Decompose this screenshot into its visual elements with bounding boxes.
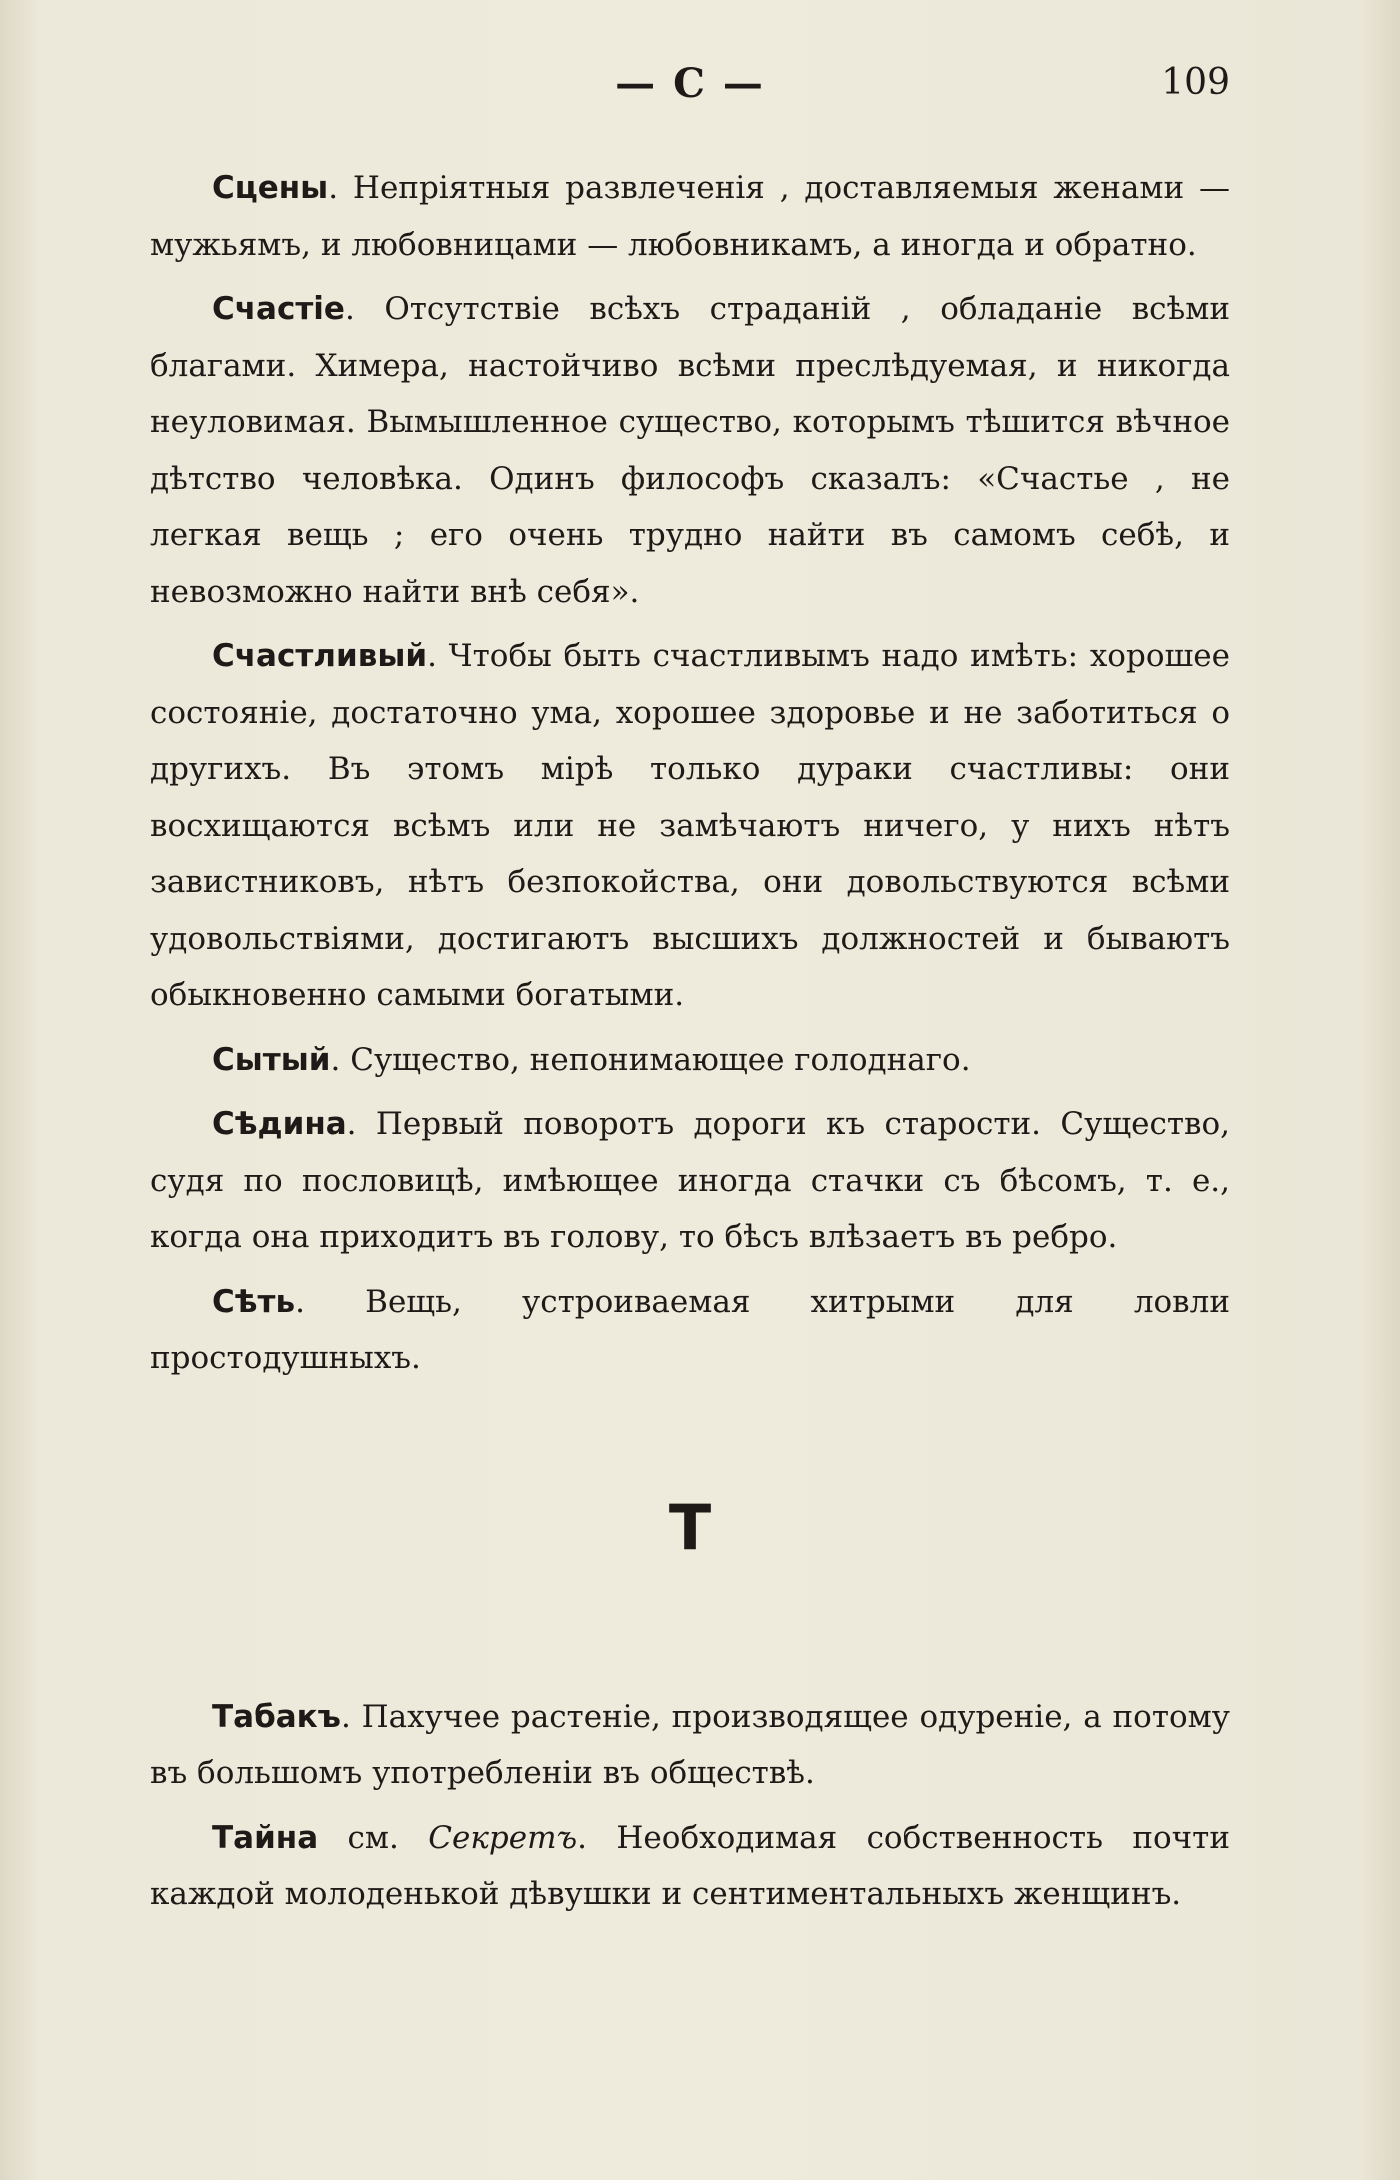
entry-definition: . Пахучее растеніе, производящее одуреніе, а потому въ большомъ употребленіи въ обществѣ. (150, 1698, 1230, 1791)
entry-term: Счастливый (212, 638, 428, 674)
dictionary-entry-schastlivyi (150, 628, 1230, 1024)
running-head: — С — (615, 60, 765, 107)
entry-definition: . Существо, непонимающее голоднаго. (330, 1041, 971, 1078)
entry-definition: . Непріятныя развлеченія , доставляемыя женами — мужьямъ, и любовницами — любовникамъ, а иногда и обратно. (150, 170, 1230, 263)
page-number: 109 (1161, 62, 1230, 103)
dictionary-entry-sedina (150, 1096, 1230, 1266)
entry-definition: . Отсутствіе всѣхъ страданій , обладаніе всѣми благами. Химера, настойчиво всѣми преслѣдуемая, и никогда неуловимая. Вымышленное существо, которымъ тѣшится вѣчное дѣтство человѣка. Одинъ философъ сказалъ: «Счастье , не легкая вещь ; его очень трудно найти въ самомъ себѣ, и невозможно найти внѣ себя». (150, 291, 1230, 610)
dictionary-entry-sytyi (150, 1032, 1230, 1089)
entry-term: Сѣть (212, 1283, 296, 1320)
section-letter-heading: Т (668, 1490, 712, 1564)
page-header (150, 60, 1230, 120)
entry-term: Табакъ (212, 1698, 341, 1735)
entry-term: Сѣдина (212, 1106, 347, 1142)
entry-term: Сытый (212, 1041, 331, 1078)
dictionary-entry-schastie (150, 281, 1230, 620)
cross-reference: Секретъ (428, 1819, 578, 1856)
dictionary-entry-set (150, 1274, 1230, 1387)
dictionary-entry-taina (150, 1810, 1230, 1923)
entry-definition: . Первый поворотъ дороги къ старости. Существо, судя по пословицѣ, имѣющее иногда стачки съ бѣсомъ, т. е., когда она приходитъ въ голову, то бѣсъ влѣзаетъ въ ребро. (150, 1106, 1230, 1255)
entry-term: Тайна (212, 1819, 319, 1856)
entry-definition: . Необходимая собственность почти каждой молоденькой дѣвушки и сентиментальныхъ женщинъ. (150, 1819, 1230, 1912)
dictionary-entry-stseny (150, 160, 1230, 273)
entry-definition: . Вещь, устроиваемая хитрыми для ловли простодушныхъ. (150, 1283, 1230, 1376)
see-also-prefix: см. (318, 1819, 429, 1856)
entry-term: Сцены (212, 170, 329, 206)
page-body (150, 160, 1230, 1931)
entry-definition: . Чтобы быть счастливымъ надо имѣть: хорошее состояніе, достаточно ума, хорошее здоровье и не заботиться о другихъ. Въ этомъ мірѣ только дураки счастливы: они восхищаются всѣмъ или не замѣчаютъ ничего, у нихъ нѣтъ завистниковъ, нѣтъ безпокойства, они довольствуются всѣми удовольствіями, достигаютъ высшихъ должностей и бываютъ обыкновенно самыми богатыми. (150, 638, 1230, 1013)
dictionary-entry-tabak (150, 1689, 1230, 1802)
entry-term: Счастіе (212, 291, 345, 327)
